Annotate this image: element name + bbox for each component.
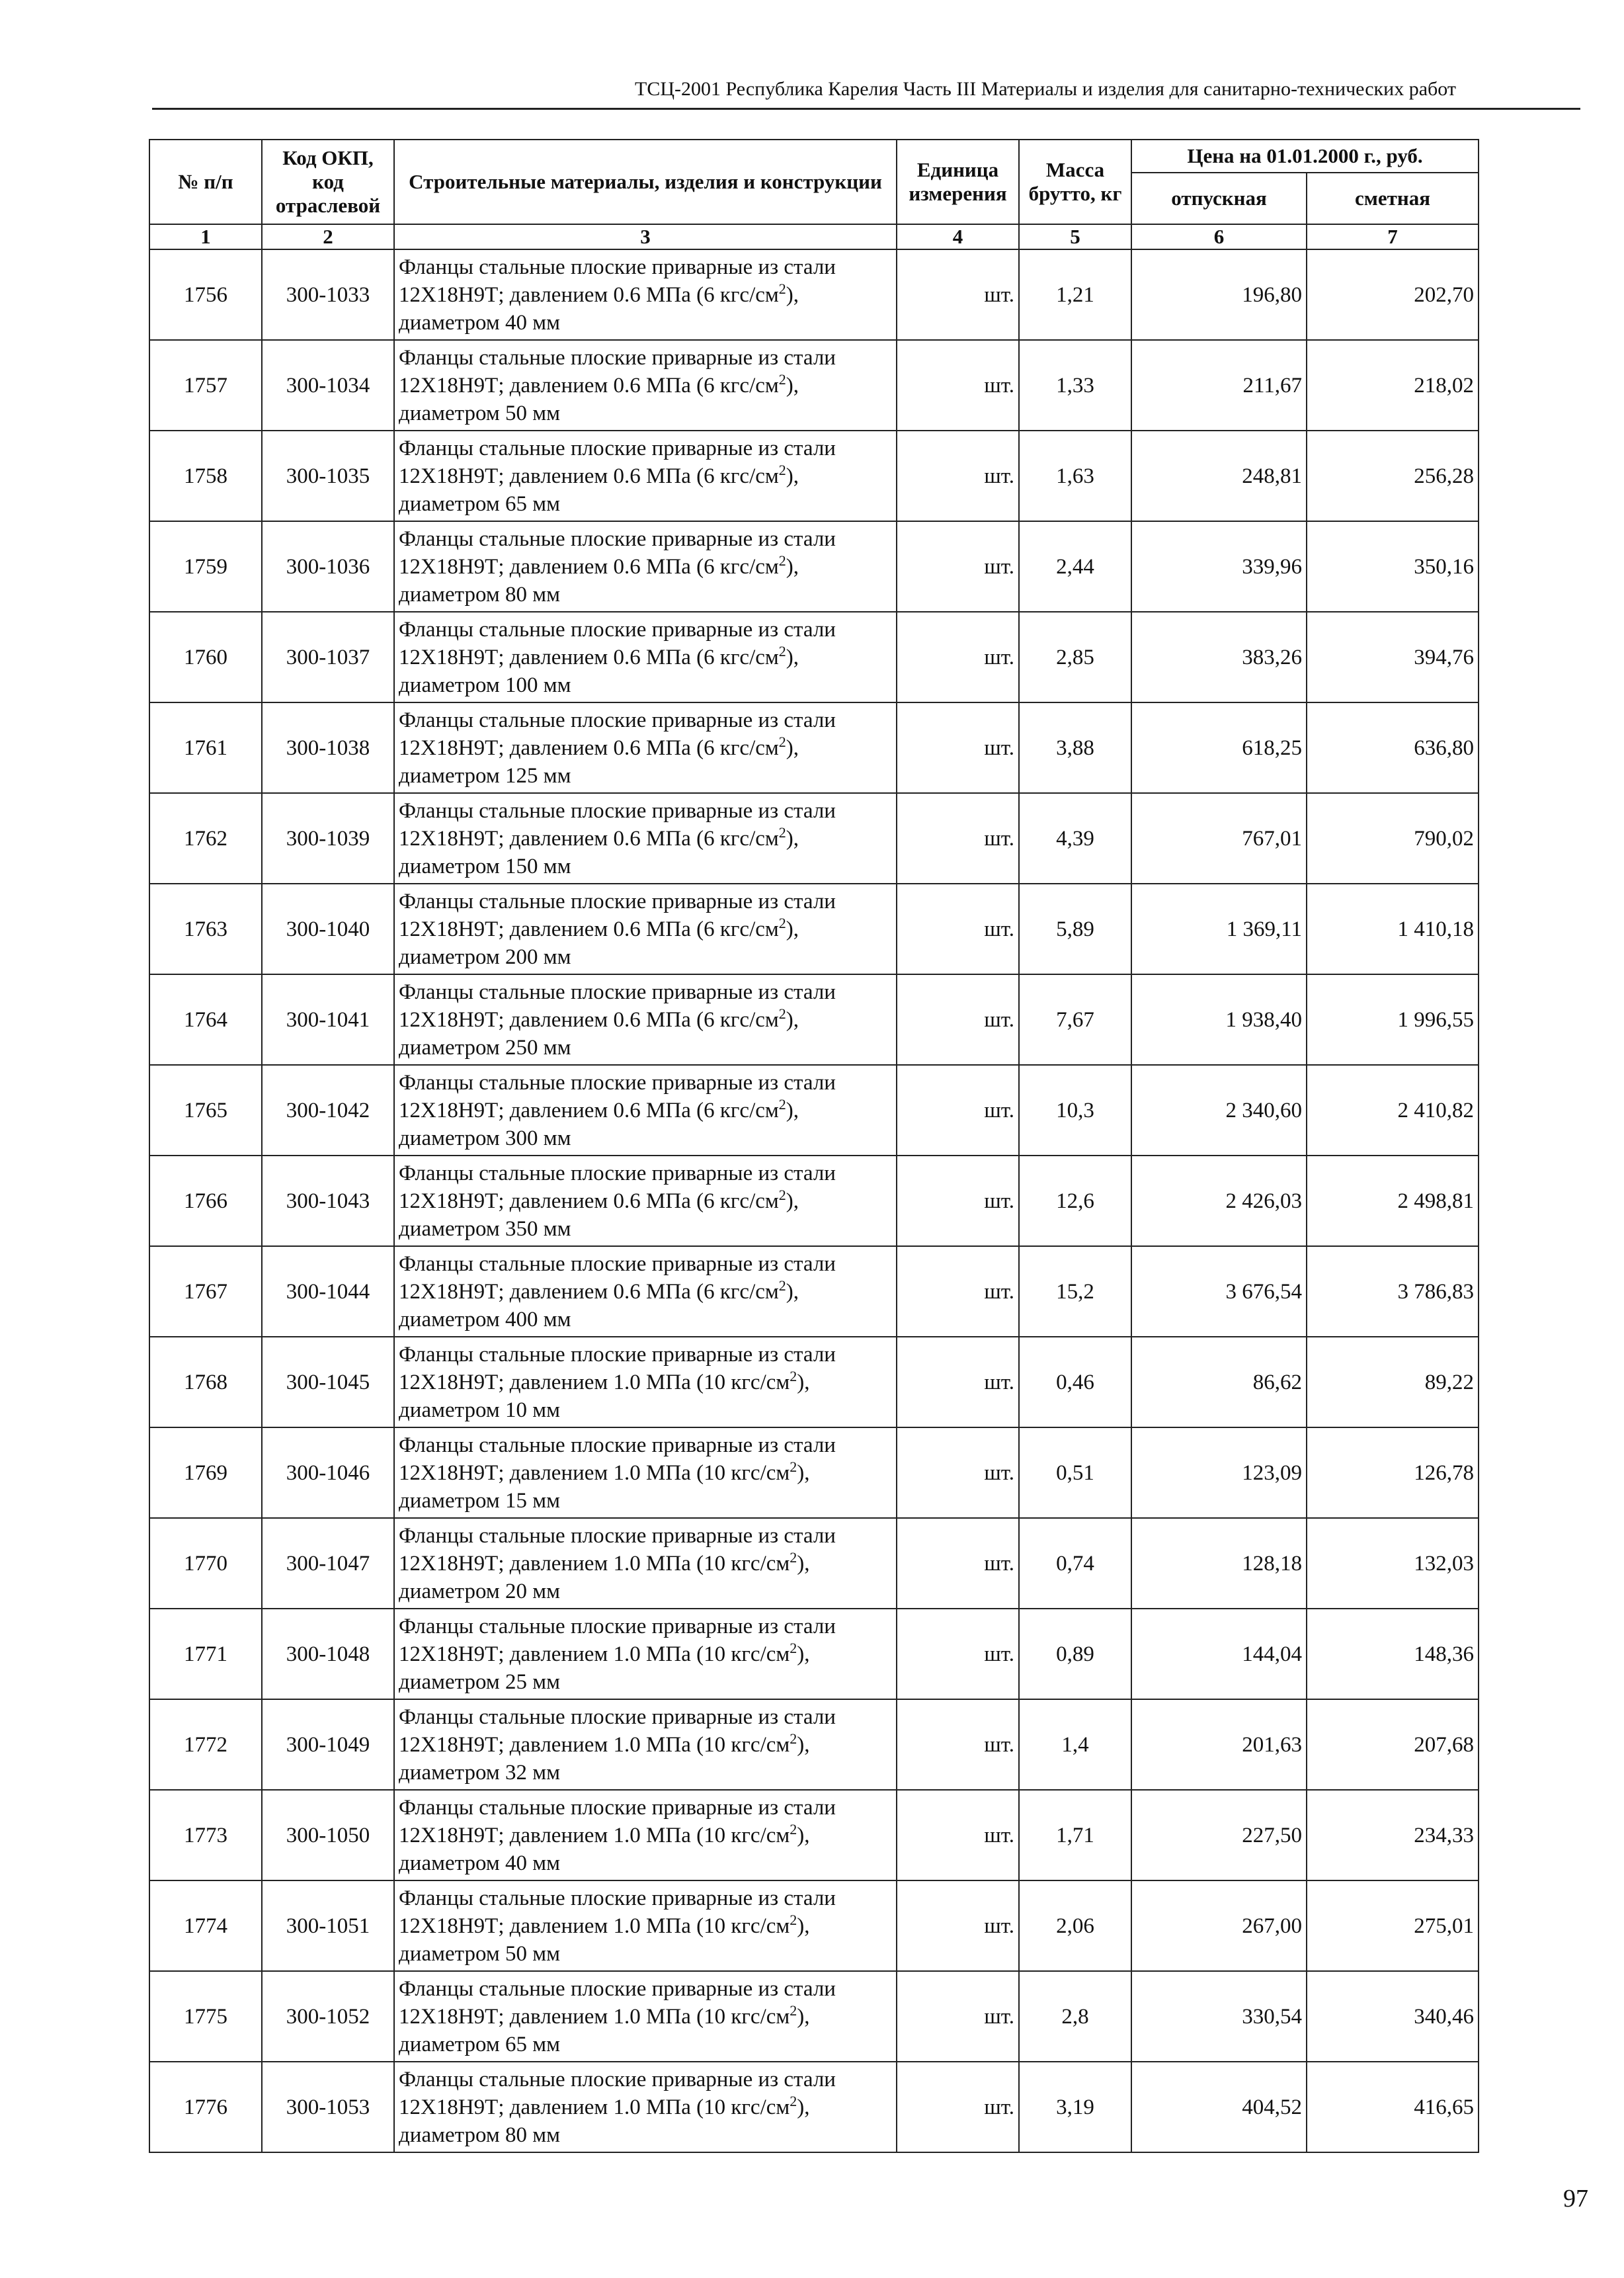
description-text: Фланцы стальные плоские приварные из стали 12Х18Н9Т; давлением 0.6 МПа (6 кгс/см <box>399 1070 836 1122</box>
row-price-release: 201,63 <box>1131 1699 1307 1790</box>
row-description <box>394 1790 897 1880</box>
row-description <box>394 974 897 1065</box>
row-price-estimate: 416,65 <box>1307 2062 1479 2152</box>
description-superscript: 2 <box>778 914 786 931</box>
description-superscript: 2 <box>790 1639 797 1656</box>
description-text-tail: ), диаметром 150 мм <box>399 826 799 878</box>
row-price-estimate: 275,01 <box>1307 1880 1479 1971</box>
row-number: 1774 <box>149 1880 262 1971</box>
row-mass: 2,06 <box>1019 1880 1131 1971</box>
row-code: 300-1049 <box>262 1699 394 1790</box>
description-text-tail: ), диаметром 40 мм <box>399 282 799 335</box>
header-mass: Масса брутто, кг <box>1019 140 1131 224</box>
row-price-estimate: 207,68 <box>1307 1699 1479 1790</box>
row-price-estimate: 350,16 <box>1307 521 1479 612</box>
row-number: 1759 <box>149 521 262 612</box>
row-description <box>394 431 897 521</box>
description-text: Фланцы стальные плоские приварные из стали 12Х18Н9Т; давлением 1.0 МПа (10 кгс/см <box>399 1342 836 1394</box>
header-code: Код ОКП, код отраслевой <box>262 140 394 224</box>
row-unit: шт. <box>897 2062 1019 2152</box>
row-number: 1772 <box>149 1699 262 1790</box>
row-mass: 2,85 <box>1019 612 1131 702</box>
description-text: Фланцы стальные плоские приварные из стали 12Х18Н9Т; давлением 0.6 МПа (6 кгс/см <box>399 527 836 579</box>
description-superscript: 2 <box>790 2092 797 2109</box>
description-text: Фланцы стальные плоские приварные из стали 12Х18Н9Т; давлением 0.6 МПа (6 кгс/см <box>399 255 836 307</box>
row-code: 300-1047 <box>262 1518 394 1609</box>
row-unit: шт. <box>897 521 1019 612</box>
row-mass: 10,3 <box>1019 1065 1131 1156</box>
row-unit: шт. <box>897 1609 1019 1699</box>
row-price-estimate: 148,36 <box>1307 1609 1479 1699</box>
table-row <box>149 1246 1479 1337</box>
table-row <box>149 1337 1479 1427</box>
row-mass: 1,63 <box>1019 431 1131 521</box>
row-code: 300-1042 <box>262 1065 394 1156</box>
row-code: 300-1052 <box>262 1971 394 2062</box>
row-mass: 3,88 <box>1019 702 1131 793</box>
row-price-estimate: 2 498,81 <box>1307 1156 1479 1246</box>
row-mass: 12,6 <box>1019 1156 1131 1246</box>
description-superscript: 2 <box>778 1005 786 1022</box>
description-text-tail: ), диаметром 200 мм <box>399 917 799 969</box>
row-price-release: 767,01 <box>1131 793 1307 884</box>
description-text-tail: ), диаметром 25 мм <box>399 1642 810 1694</box>
row-code: 300-1035 <box>262 431 394 521</box>
description-text: Фланцы стальные плоские приварные из стали 12Х18Н9Т; давлением 1.0 МПа (10 кгс/см <box>399 1976 836 2029</box>
description-superscript: 2 <box>790 1367 797 1384</box>
row-price-estimate: 132,03 <box>1307 1518 1479 1609</box>
row-number: 1758 <box>149 431 262 521</box>
row-code: 300-1046 <box>262 1427 394 1518</box>
description-text: Фланцы стальные плоские приварные из стали 12Х18Н9Т; давлением 0.6 МПа (6 кгс/см <box>399 436 836 488</box>
description-superscript: 2 <box>778 642 786 659</box>
row-price-estimate: 218,02 <box>1307 340 1479 431</box>
row-price-release: 383,26 <box>1131 612 1307 702</box>
description-text-tail: ), диаметром 400 мм <box>399 1279 799 1331</box>
header-price-release: отпускная <box>1131 173 1307 224</box>
header-price-estimate: сметная <box>1307 173 1479 224</box>
row-mass: 0,74 <box>1019 1518 1131 1609</box>
row-price-release: 3 676,54 <box>1131 1246 1307 1337</box>
description-text-tail: ), диаметром 10 мм <box>399 1370 810 1422</box>
row-number: 1768 <box>149 1337 262 1427</box>
row-description <box>394 1971 897 2062</box>
description-text: Фланцы стальные плоские приварные из стали 12Х18Н9Т; давлением 0.6 МПа (6 кгс/см <box>399 798 836 851</box>
row-unit: шт. <box>897 1065 1019 1156</box>
column-number-row <box>149 224 1479 249</box>
row-price-release: 330,54 <box>1131 1971 1307 2062</box>
row-unit: шт. <box>897 1790 1019 1880</box>
row-price-release: 123,09 <box>1131 1427 1307 1518</box>
row-description <box>394 249 897 340</box>
description-text: Фланцы стальные плоские приварные из стали 12Х18Н9Т; давлением 1.0 МПа (10 кгс/см <box>399 1433 836 1485</box>
column-number: 5 <box>1019 224 1131 249</box>
row-description <box>394 793 897 884</box>
row-price-release: 196,80 <box>1131 249 1307 340</box>
table-row <box>149 2062 1479 2152</box>
table-row <box>149 702 1479 793</box>
description-text-tail: ), диаметром 80 мм <box>399 554 799 607</box>
header-unit: Единица измерения <box>897 140 1019 224</box>
row-code: 300-1041 <box>262 974 394 1065</box>
description-text-tail: ), диаметром 20 мм <box>399 1551 810 1603</box>
description-text-tail: ), диаметром 350 мм <box>399 1189 799 1241</box>
row-unit: шт. <box>897 249 1019 340</box>
row-unit: шт. <box>897 1518 1019 1609</box>
row-description <box>394 1880 897 1971</box>
description-text-tail: ), диаметром 50 мм <box>399 1914 810 1966</box>
row-mass: 3,19 <box>1019 2062 1131 2152</box>
row-price-estimate: 340,46 <box>1307 1971 1479 2062</box>
row-price-release: 618,25 <box>1131 702 1307 793</box>
row-price-estimate: 790,02 <box>1307 793 1479 884</box>
row-mass: 5,89 <box>1019 884 1131 974</box>
row-price-release: 144,04 <box>1131 1609 1307 1699</box>
row-number: 1757 <box>149 340 262 431</box>
row-code: 300-1045 <box>262 1337 394 1427</box>
row-mass: 2,44 <box>1019 521 1131 612</box>
description-text: Фланцы стальные плоские приварные из стали 12Х18Н9Т; давлением 0.6 МПа (6 кгс/см <box>399 345 836 398</box>
page-number: 97 <box>1563 2185 1588 2213</box>
description-text: Фланцы стальные плоские приварные из стали 12Х18Н9Т; давлением 0.6 МПа (6 кгс/см <box>399 617 836 669</box>
row-number: 1770 <box>149 1518 262 1609</box>
description-text: Фланцы стальные плоские приварные из стали 12Х18Н9Т; давлением 1.0 МПа (10 кгс/см <box>399 2067 836 2119</box>
row-description <box>394 702 897 793</box>
description-text: Фланцы стальные плоские приварные из стали 12Х18Н9Т; давлением 0.6 МПа (6 кгс/см <box>399 1251 836 1304</box>
table-row <box>149 1518 1479 1609</box>
table-row <box>149 1156 1479 1246</box>
row-mass: 7,67 <box>1019 974 1131 1065</box>
row-code: 300-1051 <box>262 1880 394 1971</box>
row-mass: 0,46 <box>1019 1337 1131 1427</box>
row-description <box>394 1427 897 1518</box>
description-text: Фланцы стальные плоские приварные из стали 12Х18Н9Т; давлением 0.6 МПа (6 кгс/см <box>399 1161 836 1213</box>
description-superscript: 2 <box>778 552 786 569</box>
row-unit: шт. <box>897 340 1019 431</box>
row-unit: шт. <box>897 1427 1019 1518</box>
column-number: 2 <box>262 224 394 249</box>
row-price-release: 1 938,40 <box>1131 974 1307 1065</box>
row-unit: шт. <box>897 974 1019 1065</box>
row-code: 300-1039 <box>262 793 394 884</box>
table-row <box>149 1609 1479 1699</box>
row-unit: шт. <box>897 702 1019 793</box>
row-description <box>394 1699 897 1790</box>
row-description <box>394 1246 897 1337</box>
row-code: 300-1033 <box>262 249 394 340</box>
row-description <box>394 1156 897 1246</box>
row-description <box>394 612 897 702</box>
row-unit: шт. <box>897 1880 1019 1971</box>
row-description <box>394 1065 897 1156</box>
row-number: 1762 <box>149 793 262 884</box>
row-code: 300-1044 <box>262 1246 394 1337</box>
row-description <box>394 521 897 612</box>
description-superscript: 2 <box>790 1548 797 1566</box>
row-description <box>394 1609 897 1699</box>
description-superscript: 2 <box>790 1458 797 1475</box>
description-text-tail: ), диаметром 65 мм <box>399 2004 810 2056</box>
row-number: 1771 <box>149 1609 262 1699</box>
row-unit: шт. <box>897 884 1019 974</box>
header-num: № п/п <box>149 140 262 224</box>
row-description <box>394 340 897 431</box>
row-price-release: 2 426,03 <box>1131 1156 1307 1246</box>
row-number: 1764 <box>149 974 262 1065</box>
row-unit: шт. <box>897 793 1019 884</box>
row-price-estimate: 89,22 <box>1307 1337 1479 1427</box>
header-price-group: Цена на 01.01.2000 г., руб. <box>1131 140 1479 173</box>
row-number: 1760 <box>149 612 262 702</box>
row-code: 300-1040 <box>262 884 394 974</box>
description-superscript: 2 <box>790 1911 797 1928</box>
description-text-tail: ), диаметром 50 мм <box>399 373 799 425</box>
table-row <box>149 793 1479 884</box>
description-superscript: 2 <box>790 2002 797 2019</box>
description-text-tail: ), диаметром 250 мм <box>399 1007 799 1060</box>
row-code: 300-1050 <box>262 1790 394 1880</box>
row-price-estimate: 636,80 <box>1307 702 1479 793</box>
description-text-tail: ), диаметром 32 мм <box>399 1732 810 1785</box>
table-row <box>149 1065 1479 1156</box>
row-unit: шт. <box>897 431 1019 521</box>
row-price-release: 267,00 <box>1131 1880 1307 1971</box>
row-unit: шт. <box>897 1156 1019 1246</box>
description-text-tail: ), диаметром 15 мм <box>399 1460 810 1513</box>
row-price-estimate: 1 996,55 <box>1307 974 1479 1065</box>
row-number: 1761 <box>149 702 262 793</box>
description-superscript: 2 <box>790 1820 797 1837</box>
row-price-release: 404,52 <box>1131 2062 1307 2152</box>
row-code: 300-1036 <box>262 521 394 612</box>
description-superscript: 2 <box>778 370 786 388</box>
row-code: 300-1043 <box>262 1156 394 1246</box>
row-price-estimate: 2 410,82 <box>1307 1065 1479 1156</box>
row-code: 300-1038 <box>262 702 394 793</box>
table-row <box>149 1699 1479 1790</box>
row-price-estimate: 3 786,83 <box>1307 1246 1479 1337</box>
description-text: Фланцы стальные плоские приварные из стали 12Х18Н9Т; давлением 1.0 МПа (10 кгс/см <box>399 1795 836 1847</box>
row-mass: 15,2 <box>1019 1246 1131 1337</box>
description-text: Фланцы стальные плоские приварные из стали 12Х18Н9Т; давлением 0.6 МПа (6 кгс/см <box>399 889 836 941</box>
description-text-tail: ), диаметром 300 мм <box>399 1098 799 1150</box>
row-price-release: 1 369,11 <box>1131 884 1307 974</box>
column-number: 7 <box>1307 224 1479 249</box>
row-price-estimate: 394,76 <box>1307 612 1479 702</box>
row-code: 300-1053 <box>262 2062 394 2152</box>
description-text: Фланцы стальные плоские приварные из стали 12Х18Н9Т; давлением 1.0 МПа (10 кгс/см <box>399 1523 836 1576</box>
table-row <box>149 1427 1479 1518</box>
description-superscript: 2 <box>778 733 786 750</box>
row-number: 1776 <box>149 2062 262 2152</box>
description-text: Фланцы стальные плоские приварные из стали 12Х18Н9Т; давлением 0.6 МПа (6 кгс/см <box>399 708 836 760</box>
row-price-estimate: 256,28 <box>1307 431 1479 521</box>
table-row <box>149 249 1479 340</box>
row-price-release: 227,50 <box>1131 1790 1307 1880</box>
row-unit: шт. <box>897 1971 1019 2062</box>
table-row <box>149 884 1479 974</box>
description-superscript: 2 <box>778 1095 786 1113</box>
description-text-tail: ), диаметром 80 мм <box>399 2095 810 2147</box>
row-description <box>394 2062 897 2152</box>
description-text-tail: ), диаметром 125 мм <box>399 736 799 788</box>
table-body <box>149 249 1479 2152</box>
description-superscript: 2 <box>778 823 786 841</box>
row-mass: 0,51 <box>1019 1427 1131 1518</box>
row-unit: шт. <box>897 612 1019 702</box>
table-row <box>149 974 1479 1065</box>
header-rule <box>152 108 1580 110</box>
row-mass: 1,33 <box>1019 340 1131 431</box>
row-unit: шт. <box>897 1246 1019 1337</box>
row-price-release: 339,96 <box>1131 521 1307 612</box>
description-superscript: 2 <box>778 1277 786 1294</box>
row-code: 300-1037 <box>262 612 394 702</box>
row-description <box>394 1518 897 1609</box>
description-text-tail: ), диаметром 40 мм <box>399 1823 810 1875</box>
column-number: 1 <box>149 224 262 249</box>
description-text: Фланцы стальные плоские приварные из стали 12Х18Н9Т; давлением 0.6 МПа (6 кгс/см <box>399 980 836 1032</box>
row-price-release: 248,81 <box>1131 431 1307 521</box>
table-row <box>149 521 1479 612</box>
row-mass: 1,71 <box>1019 1790 1131 1880</box>
column-number: 3 <box>394 224 897 249</box>
row-number: 1769 <box>149 1427 262 1518</box>
row-number: 1756 <box>149 249 262 340</box>
price-table <box>149 139 1479 2153</box>
row-description <box>394 1337 897 1427</box>
row-description <box>394 884 897 974</box>
description-text: Фланцы стальные плоские приварные из стали 12Х18Н9Т; давлением 1.0 МПа (10 кгс/см <box>399 1614 836 1666</box>
row-number: 1766 <box>149 1156 262 1246</box>
row-price-release: 86,62 <box>1131 1337 1307 1427</box>
header-description: Строительные материалы, изделия и конструкции <box>394 140 897 224</box>
row-code: 300-1048 <box>262 1609 394 1699</box>
row-mass: 1,21 <box>1019 249 1131 340</box>
description-text-tail: ), диаметром 65 мм <box>399 464 799 516</box>
table-row <box>149 1790 1479 1880</box>
row-number: 1765 <box>149 1065 262 1156</box>
row-price-estimate: 126,78 <box>1307 1427 1479 1518</box>
table-row <box>149 612 1479 702</box>
row-number: 1767 <box>149 1246 262 1337</box>
description-superscript: 2 <box>778 461 786 478</box>
row-number: 1773 <box>149 1790 262 1880</box>
description-superscript: 2 <box>790 1730 797 1747</box>
row-code: 300-1034 <box>262 340 394 431</box>
column-number: 4 <box>897 224 1019 249</box>
running-header: ТСЦ-2001 Республика Карелия Часть III Материалы и изделия для санитарно-технических работ <box>635 78 1456 100</box>
row-unit: шт. <box>897 1337 1019 1427</box>
description-text-tail: ), диаметром 100 мм <box>399 645 799 697</box>
row-unit: шт. <box>897 1699 1019 1790</box>
row-mass: 0,89 <box>1019 1609 1131 1699</box>
row-price-release: 2 340,60 <box>1131 1065 1307 1156</box>
table-row <box>149 340 1479 431</box>
description-superscript: 2 <box>778 280 786 297</box>
table-row <box>149 1880 1479 1971</box>
description-text: Фланцы стальные плоские приварные из стали 12Х18Н9Т; давлением 1.0 МПа (10 кгс/см <box>399 1886 836 1938</box>
table-row <box>149 1971 1479 2062</box>
row-mass: 1,4 <box>1019 1699 1131 1790</box>
row-number: 1763 <box>149 884 262 974</box>
row-mass: 2,8 <box>1019 1971 1131 2062</box>
row-price-release: 211,67 <box>1131 340 1307 431</box>
row-number: 1775 <box>149 1971 262 2062</box>
column-number: 6 <box>1131 224 1307 249</box>
table-row <box>149 431 1479 521</box>
row-price-release: 128,18 <box>1131 1518 1307 1609</box>
description-text: Фланцы стальные плоские приварные из стали 12Х18Н9Т; давлением 1.0 МПа (10 кгс/см <box>399 1705 836 1757</box>
row-price-estimate: 202,70 <box>1307 249 1479 340</box>
row-price-estimate: 234,33 <box>1307 1790 1479 1880</box>
description-superscript: 2 <box>778 1186 786 1203</box>
row-price-estimate: 1 410,18 <box>1307 884 1479 974</box>
row-mass: 4,39 <box>1019 793 1131 884</box>
